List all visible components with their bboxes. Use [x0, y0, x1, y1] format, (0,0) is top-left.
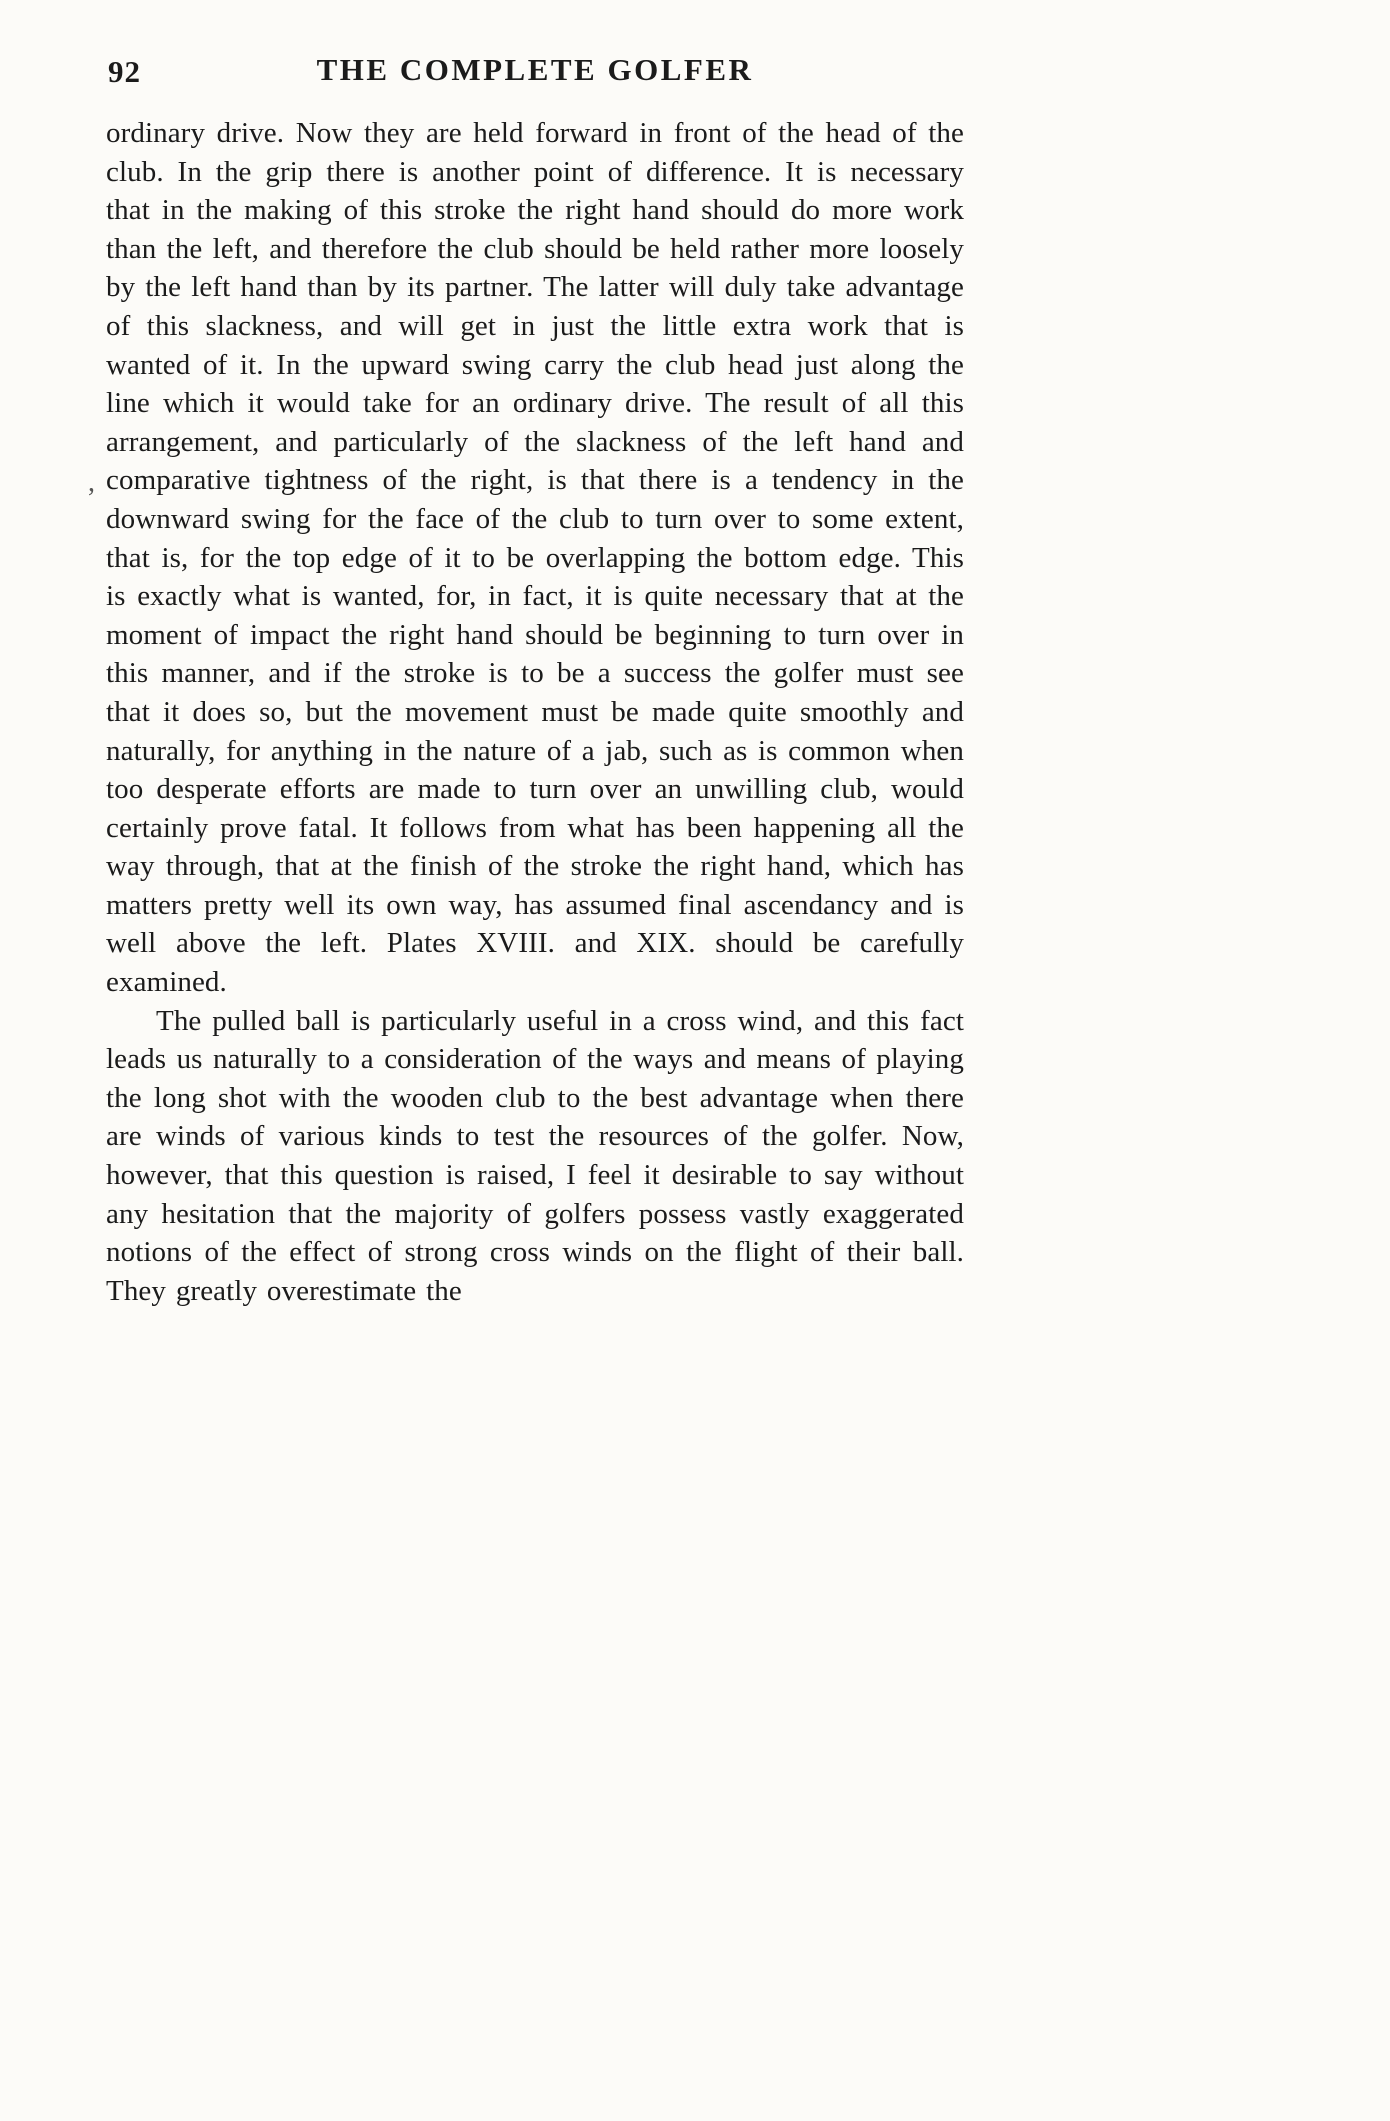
page-header — [106, 52, 964, 98]
book-page — [88, 52, 964, 1310]
paragraph: ordinary drive. Now they are held forward in front of the head of the club. In the grip there is another point of difference. It is necessary that in the making of this stroke the right hand should do more work than the left, and therefore the club should be held rather more loosely by the left hand than by its partner. The latter will duly take advantage of this slackness, and will get in just the little extra work that is wanted of it. In the upward swing carry the club head just along the line which it would take for an ordinary drive. The result of all this arrangement, and particularly of the slackness of the left hand and comparative tightness of the right, is that there is a tendency in the downward swing for the face of the club to turn over to some extent, that is, for the top edge of it to be overlapping the bottom edge. This is exactly what is wanted, for, in fact, it is quite necessary that at the moment of impact the right hand should be beginning to turn over in this manner, and if the stroke is to be a success the golfer must see that it does so, but the movement must be made quite smoothly and naturally, for anything in the nature of a jab, such as is common when too desperate efforts are made to turn over an unwilling club, would certainly prove fatal. It follows from what has been happening all the way through, that at the finish of the stroke the right hand, which has matters pretty well its own way, has assumed final ascendancy and is well above the left. Plates XVIII. and XIX. should be carefully examined. — [106, 117, 964, 999]
page-number: 92 — [108, 54, 141, 89]
scan-artifact-mark: , — [88, 467, 95, 498]
page-body — [106, 114, 964, 1310]
paragraph: The pulled ball is particularly useful in a cross wind, and this fact leads us naturally to a consideration of the ways and means of playing the long shot with the wooden club to the best advantage when there are winds of various kinds to test the resources of the golfer. Now, however, that this question is raised, I feel it desirable to say without any hesitation that the majority of golfers possess vastly exaggerated notions of the effect of strong cross winds on the flight of their ball. They greatly overestimate the — [106, 1004, 964, 1307]
page-title: THE COMPLETE GOLFER — [316, 52, 754, 87]
